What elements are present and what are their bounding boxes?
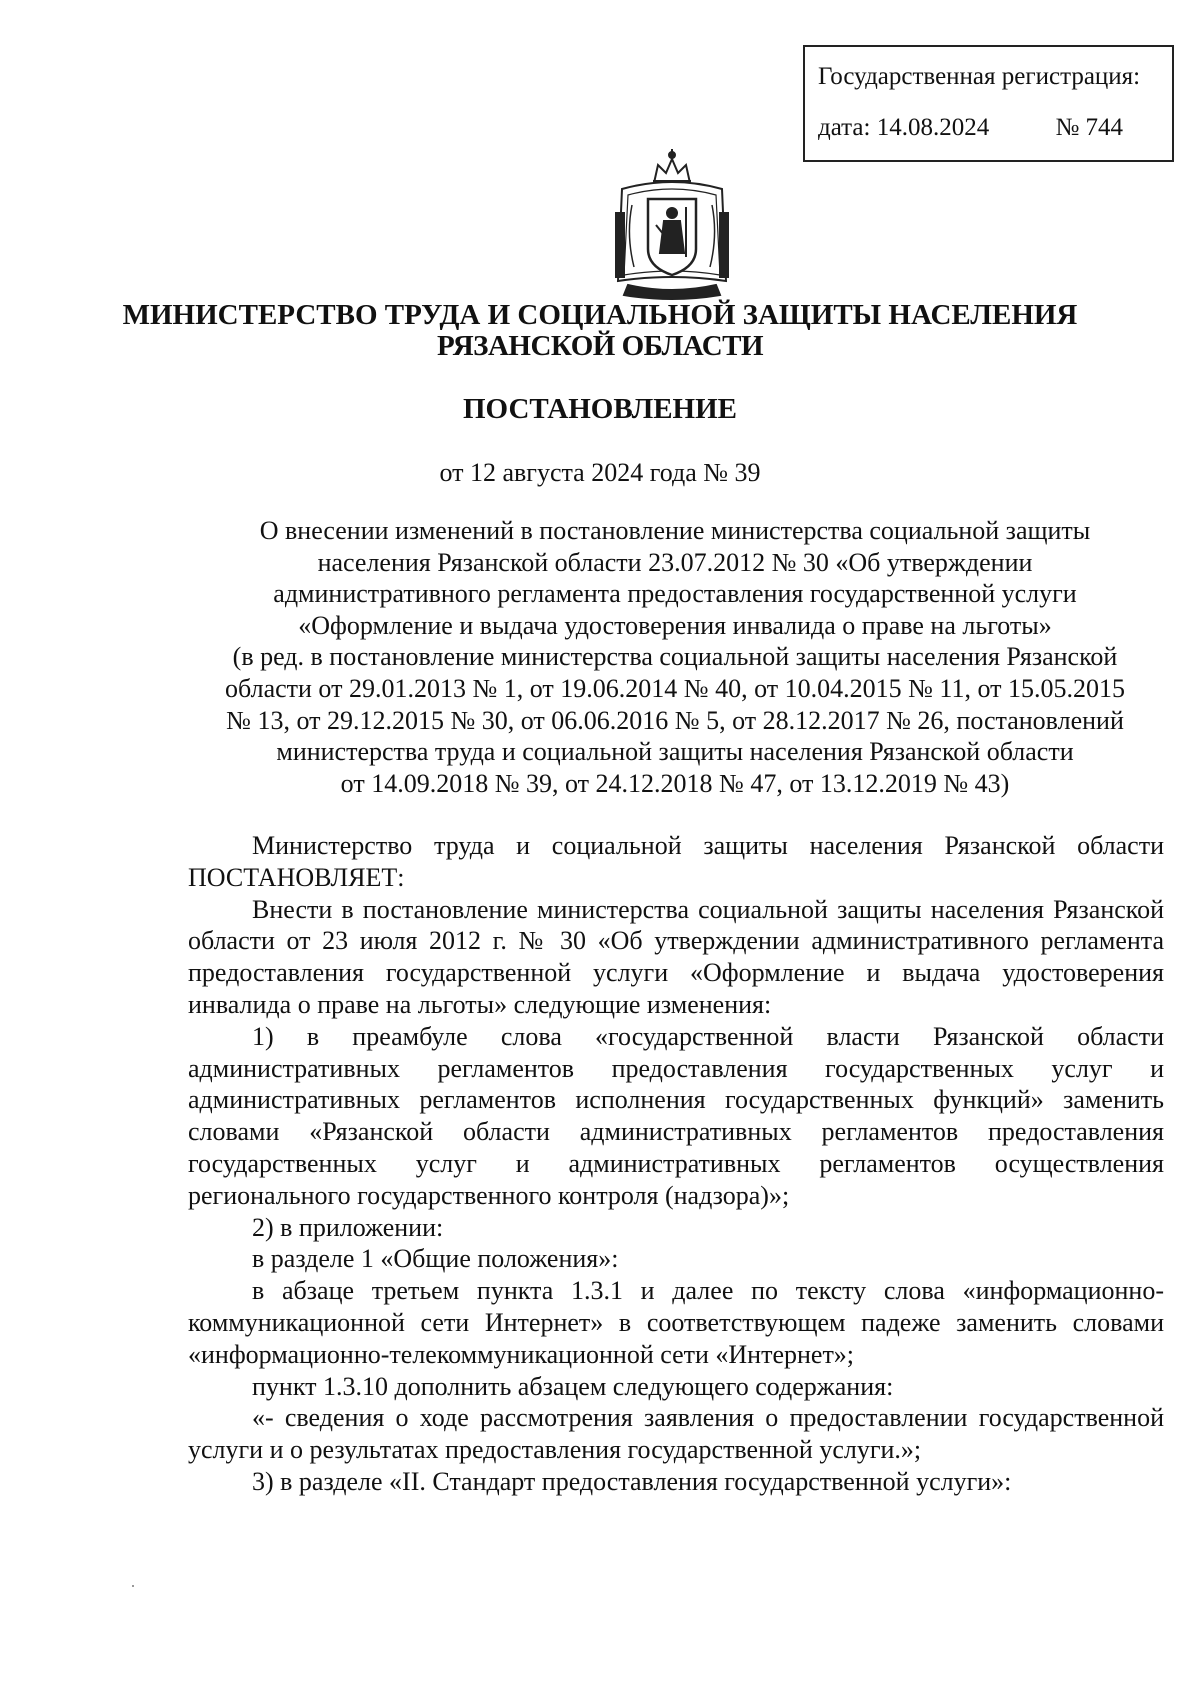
subject-line: от 14.09.2018 № 39, от 24.12.2018 № 47, от 13.12.2019 № 43)	[340, 768, 1010, 798]
registration-date: дата: 14.08.2024	[818, 114, 990, 141]
body-paragraph: 1) в преамбуле слова «государственной власти Рязанской области административных регламентов предоставления государственных услуг и административных регламентов исполнения государственных функций» заменить словами «Рязанской области административных регламентов предоставления государственных услуг и административных регламентов осуществления регионального государственного контроля (надзора)»;	[188, 1021, 1164, 1210]
subject-line: населения Рязанской области 23.07.2012 № 30 «Об утверждении	[317, 547, 1033, 577]
registration-number: № 744	[1055, 114, 1124, 141]
body-paragraph: 2) в приложении:	[252, 1212, 444, 1242]
body-paragraph: пункт 1.3.10 дополнить абзацем следующего содержания:	[252, 1371, 894, 1401]
document-body	[188, 830, 1164, 1498]
ministry-name-line2: РЯЗАНСКОЙ ОБЛАСТИ	[436, 330, 764, 362]
ministry-name-line1: МИНИСТЕРСТВО ТРУДА И СОЦИАЛЬНОЙ ЗАЩИТЫ НАСЕЛЕНИЯ	[122, 299, 1078, 331]
document-subject	[180, 515, 1170, 799]
body-paragraph: в абзаце третьем пункта 1.3.1 и далее по тексту слова «информационно-коммуникационной сети Интернет» в соответствующем падеже заменить словами «информационно-телекоммуникационной сети «Интернет»;	[188, 1276, 1164, 1369]
body-paragraph: Внести в постановление министерства социальной защиты населения Рязанской области от 23 июля 2012 г. № 30 «Об утверждении административного регламента предоставления государственной услуги «Оформление и выдача удостоверения инвалида о праве на льготы» следующие изменения:	[188, 894, 1164, 1019]
subject-line: «Оформление и выдача удостоверения инвалида о праве на льготы»	[298, 610, 1052, 640]
ryazan-coat-of-arms-icon	[608, 145, 736, 303]
registration-label: Государственная регистрация:	[818, 63, 1141, 90]
subject-line: министерства труда и социальной защиты населения Рязанской области	[276, 737, 1074, 767]
subject-line: (в ред. в постановление министерства социальной защиты населения Рязанской	[232, 642, 1118, 672]
body-paragraph: «- сведения о ходе рассмотрения заявления о предоставлении государственной услуги и о результатах предоставления государственной услуги.»;	[188, 1403, 1164, 1465]
body-paragraph: 3) в разделе «II. Стандарт предоставления государственной услуги»:	[252, 1466, 1012, 1496]
subject-line: О внесении изменений в постановление министерства социальной защиты	[259, 516, 1091, 545]
body-paragraph: в разделе 1 «Общие положения»:	[252, 1244, 619, 1274]
registration-details	[818, 115, 1172, 140]
scan-artifact	[132, 1585, 134, 1587]
subject-line: области от 29.01.2013 № 1, от 19.06.2014 № 40, от 10.04.2015 № 11, от 15.05.2015	[225, 673, 1125, 703]
subject-line: № 13, от 29.12.2015 № 30, от 06.06.2016 № 5, от 28.12.2017 № 26, постановлений	[226, 705, 1124, 735]
body-paragraph: Министерство труда и социальной защиты населения Рязанской области ПОСТАНОВЛЯЕТ:	[188, 831, 1164, 892]
document-date-number: от 12 августа 2024 года № 39	[439, 458, 761, 487]
subject-line: административного регламента предоставления государственной услуги	[273, 579, 1077, 609]
document-type-title: ПОСТАНОВЛЕНИЕ	[462, 393, 737, 425]
registration-stamp	[803, 45, 1174, 162]
